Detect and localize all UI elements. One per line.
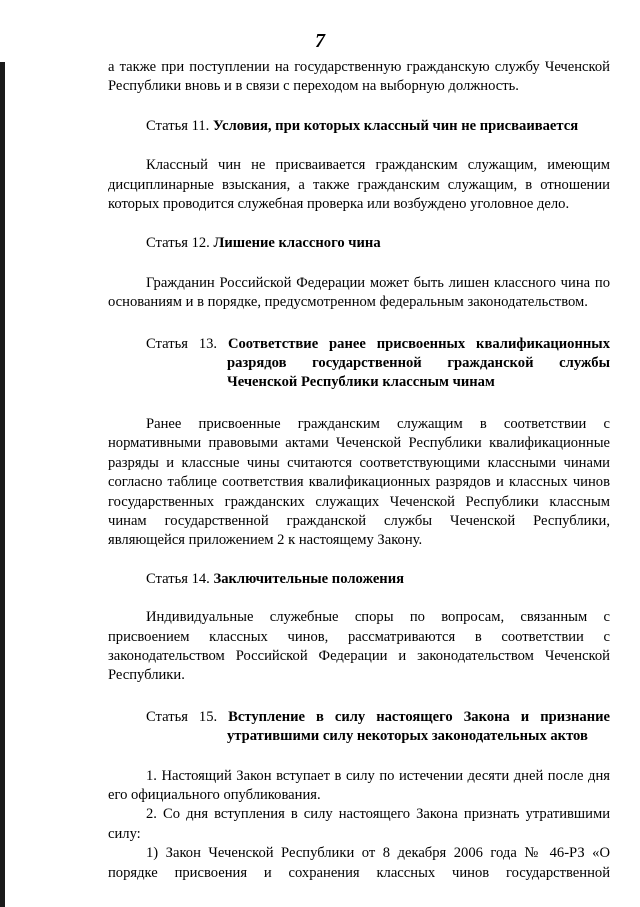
scan-edge-shadow: [0, 62, 5, 907]
article-13-text: Ранее присвоенные гражданским служащим в соответствии с нормативными правовыми актами Чеченской Республики квалификационные разряды и классные чины считаются соответствующими классными чинами согласно таблице соответствия квалификационных разрядов и классных чинов государственных гражданских служащих Чеченской Республики классным чинам государственной гражданской службы Чеченской Республики, являющейся приложением 2 к настоящему Закону.: [108, 415, 610, 549]
article-15-title: Вступление в силу настоящего Закона и признание утратившими силу некоторых законодательных актов: [227, 708, 610, 745]
article-12-text: Гражданин Российской Федерации может быть лишен классного чина по основаниям и в порядке, предусмотренном федеральным законодательством.: [108, 274, 610, 311]
article-13-number: Статья 13.: [146, 335, 218, 352]
article-11-heading: [108, 117, 610, 136]
article-14-heading: [108, 570, 610, 589]
article-11-title: Условия, при которых классный чин не присваивается: [212, 117, 579, 134]
article-15-number: Статья 15.: [146, 708, 218, 725]
article-11-text: Классный чин не присваивается гражданским служащим, имеющим дисциплинарные взыскания, а также гражданским служащим, в отношении которых проводится служебная проверка или возбуждено уголовное дело.: [108, 157, 610, 213]
article-12-title: Лишение классного чина: [213, 235, 381, 252]
article-15-point-1: 1. Настоящий Закон вступает в силу по истечении десяти дней после дня его официального опубликования.: [108, 767, 610, 803]
article-14-text: Индивидуальные служебные споры по вопросам, связанным с присвоением классных чинов, рассматриваются в соответствии с законодательством Российской Федерации и законодательством Чеченской Республики.: [108, 609, 610, 684]
article-13-title: Соответствие ранее присвоенных квалификационных разрядов государственной гражданской службы Чеченской Республики классным чинам: [227, 335, 610, 391]
document-body: [108, 58, 610, 883]
article-14-title: Заключительные положения: [213, 570, 405, 587]
article-15-heading: [108, 708, 610, 747]
article-11-number: Статья 11.: [146, 117, 210, 134]
page-number: 7: [315, 30, 325, 52]
article-15-subpoint-1: 1) Закон Чеченской Республики от 8 декабря 2006 года № 46-РЗ «О порядке присвоения и сохранения классных чинов государственной: [108, 845, 610, 881]
article-15-point-2: 2. Со дня вступления в силу настоящего Закона признать утратившими силу:: [108, 806, 610, 842]
article-13-heading: [108, 335, 610, 393]
article-14-number: Статья 14.: [146, 570, 210, 587]
intro-paragraph: а также при поступлении на государственную гражданскую службу Чеченской Республики вновь и в связи с переходом на выборную должность.: [108, 59, 610, 95]
article-12-heading: [108, 234, 610, 253]
article-12-number: Статья 12.: [146, 235, 210, 252]
